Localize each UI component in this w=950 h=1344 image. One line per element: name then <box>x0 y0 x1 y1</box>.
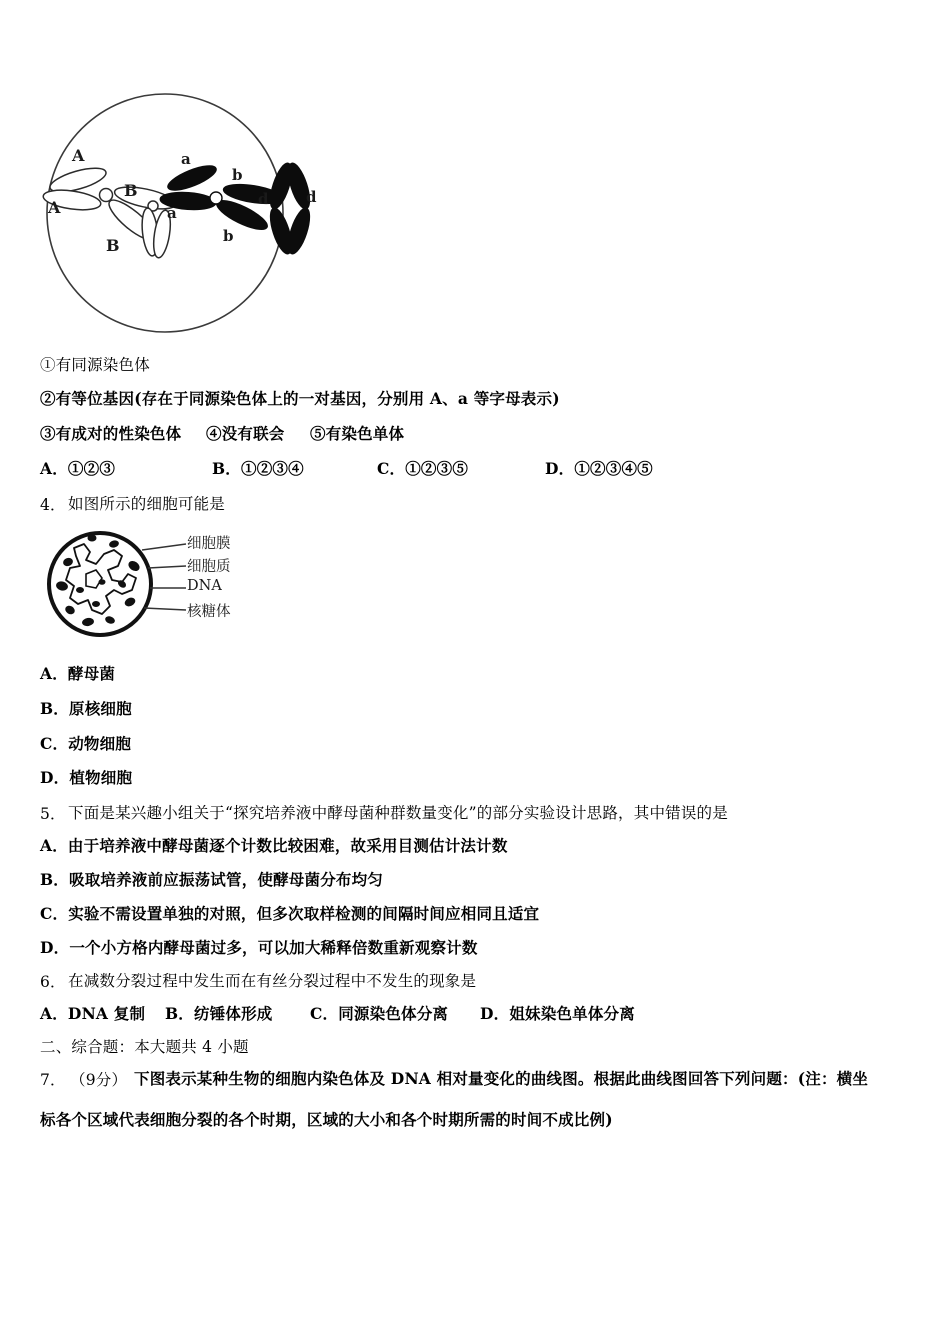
gene-label-A-left: A <box>48 198 61 217</box>
q5-option-c[interactable]: C．实验不需设置单独的对照，但多次取样检测的间隔时间应相同且适宜 <box>40 904 540 923</box>
q7-number: 7． <box>40 1071 66 1089</box>
q6-number: 6． <box>40 973 66 991</box>
q5-option-a[interactable]: A．由于培养液中酵母菌逐个计数比较困难，故采用目测估计法计数 <box>40 836 508 855</box>
q6-option-b[interactable]: B．纺锤体形成 <box>165 1004 273 1023</box>
q6-option-d[interactable]: D．姐妹染色单体分离 <box>480 1004 635 1023</box>
q3-option-d[interactable]: D．①②③④⑤ <box>545 459 653 478</box>
statement-5: ⑤有染色单体 <box>310 424 405 443</box>
gene-label-A-top: A <box>72 146 85 165</box>
q4-option-d[interactable]: D．植物细胞 <box>40 768 133 787</box>
q3-option-b[interactable]: B．①②③④ <box>212 459 304 478</box>
statement-1: ①有同源染色体 <box>40 356 150 374</box>
prokaryote-cell-figure <box>44 524 294 646</box>
figure-label-ribosome: 核糖体 <box>187 604 231 620</box>
q5-stem: 下面是某兴趣小组关于“探究培养液中酵母菌种群数量变化”的部分实验设计思路，其中错误的是 <box>68 804 728 822</box>
q4-stem: 如图所示的细胞可能是 <box>68 495 226 513</box>
gene-label-b-right: b <box>232 166 243 184</box>
gene-label-a-top: a <box>181 150 191 168</box>
q5-option-d[interactable]: D．一个小方格内酵母菌过多，可以加大稀释倍数重新观察计数 <box>40 938 478 957</box>
section-2-heading: 二、综合题：本大题共 4 小题 <box>40 1038 249 1056</box>
q5-number: 5． <box>40 805 66 823</box>
gene-label-d-right: d <box>306 188 317 206</box>
q4-option-b[interactable]: B．原核细胞 <box>40 699 132 718</box>
q5-option-b[interactable]: B．吸取培养液前应振荡试管，使酵母菌分布均匀 <box>40 870 384 889</box>
q4-option-c[interactable]: C．动物细胞 <box>40 734 132 753</box>
gene-label-B-right: B <box>124 181 138 200</box>
gene-label-d-left: d <box>258 190 269 208</box>
gene-label-a-left: a <box>167 204 177 222</box>
figure-label-dna: DNA <box>187 578 222 594</box>
q7-score: （9分） <box>70 1071 128 1089</box>
q4-option-a[interactable]: A．酵母菌 <box>40 664 116 683</box>
q6-option-a[interactable]: A．DNA 复制 <box>40 1004 146 1023</box>
q7-line-1: 下图表示某种生物的细胞内染色体及 DNA 相对量变化的曲线图。根据此曲线图回答下列问题：(注：横坐 <box>134 1069 869 1088</box>
statement-4: ④没有联会 <box>206 424 285 443</box>
gene-label-b-bottom: b <box>223 227 234 245</box>
q7-line-2: 标各个区域代表细胞分裂的各个时期，区域的大小和各个时期所需的时间不成比例) <box>40 1110 613 1129</box>
q6-stem: 在减数分裂过程中发生而在有丝分裂过程中不发生的现象是 <box>68 972 477 990</box>
statement-3: ③有成对的性染色体 <box>40 424 182 443</box>
meiosis-cell-svg <box>40 88 360 340</box>
statement-2: ②有等位基因(存在于同源染色体上的一对基因，分别用 A、a 等字母表示) <box>40 389 560 408</box>
meiosis-cell-figure <box>40 88 360 340</box>
figure-label-cell-membrane: 细胞膜 <box>187 536 231 552</box>
gene-label-B-bottom: B <box>106 236 120 255</box>
prokaryote-cell-svg <box>44 524 294 646</box>
q3-option-a[interactable]: A．①②③ <box>40 459 116 478</box>
figure-label-cytoplasm: 细胞质 <box>187 559 231 575</box>
q3-option-c[interactable]: C．①②③⑤ <box>377 459 469 478</box>
q4-number: 4． <box>40 496 66 514</box>
q6-option-c[interactable]: C．同源染色体分离 <box>310 1004 449 1023</box>
